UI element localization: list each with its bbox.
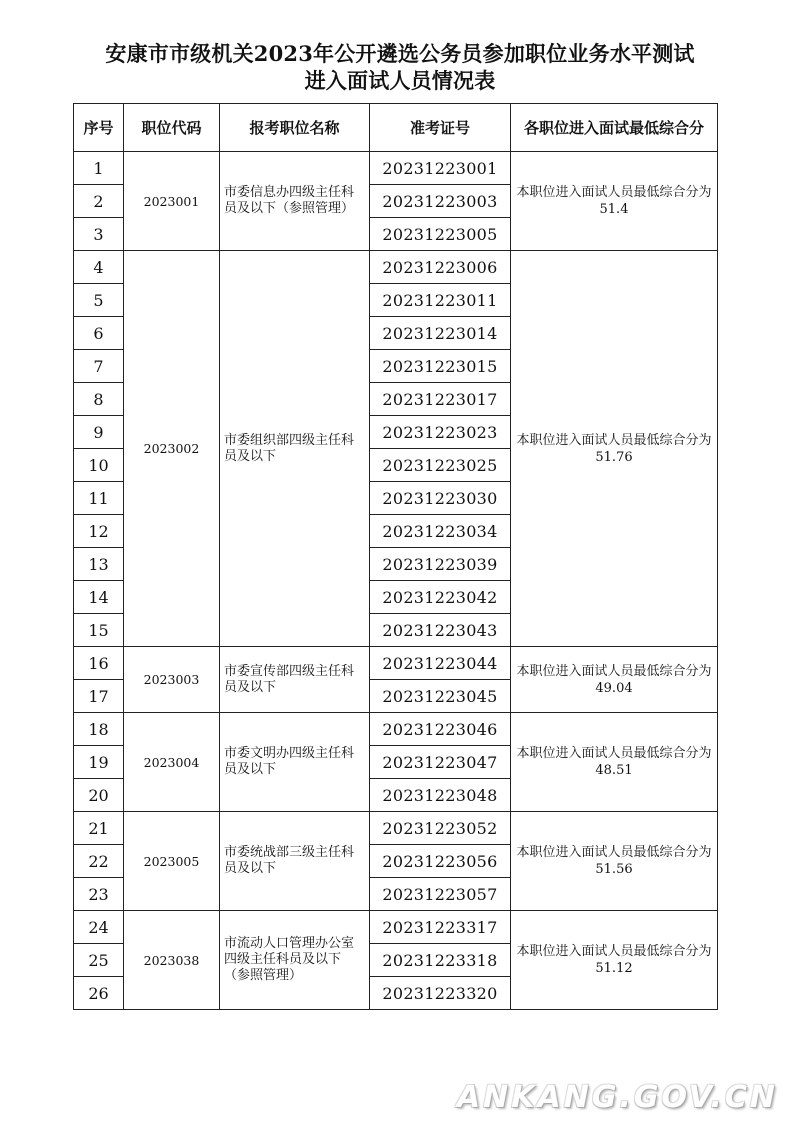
position-code-cell: 2023005 (124, 812, 220, 911)
ticket-number-cell: 20231223025 (370, 449, 511, 482)
min-score-cell: 本职位进入面试人员最低综合分为48.51 (511, 713, 718, 812)
seq-cell: 13 (74, 548, 124, 581)
table-row (74, 251, 718, 284)
table-row (74, 647, 718, 680)
ticket-number-cell: 20231223045 (370, 680, 511, 713)
position-name-cell: 市委文明办四级主任科员及以下 (220, 713, 370, 812)
position-code-cell: 2023004 (124, 713, 220, 812)
seq-cell: 21 (74, 812, 124, 845)
ticket-number-cell: 20231223048 (370, 779, 511, 812)
seq-cell: 6 (74, 317, 124, 350)
ticket-number-cell: 20231223039 (370, 548, 511, 581)
ticket-number-cell: 20231223005 (370, 218, 511, 251)
ticket-number-cell: 20231223320 (370, 977, 511, 1010)
ticket-number-cell: 20231223006 (370, 251, 511, 284)
position-name-cell: 市流动人口管理办公室四级主任科员及以下（参照管理） (220, 911, 370, 1010)
min-score-cell: 本职位进入面试人员最低综合分为51.76 (511, 251, 718, 647)
ticket-number-cell: 20231223017 (370, 383, 511, 416)
site-watermark: ANKANG.GOV.CN (456, 1080, 778, 1115)
interview-table (73, 103, 718, 1010)
seq-cell: 5 (74, 284, 124, 317)
table-body (74, 152, 718, 1010)
min-score-cell: 本职位进入面试人员最低综合分为49.04 (511, 647, 718, 713)
table-row (74, 152, 718, 185)
seq-cell: 2 (74, 185, 124, 218)
ticket-number-cell: 20231223044 (370, 647, 511, 680)
seq-cell: 25 (74, 944, 124, 977)
seq-cell: 1 (74, 152, 124, 185)
seq-cell: 11 (74, 482, 124, 515)
position-name-cell: 市委统战部三级主任科员及以下 (220, 812, 370, 911)
seq-cell: 18 (74, 713, 124, 746)
ticket-number-cell: 20231223023 (370, 416, 511, 449)
ticket-number-cell: 20231223057 (370, 878, 511, 911)
seq-cell: 24 (74, 911, 124, 944)
seq-cell: 14 (74, 581, 124, 614)
ticket-number-cell: 20231223011 (370, 284, 511, 317)
seq-cell: 10 (74, 449, 124, 482)
header-ticket-number: 准考证号 (370, 104, 511, 152)
seq-cell: 4 (74, 251, 124, 284)
seq-cell: 17 (74, 680, 124, 713)
seq-cell: 3 (74, 218, 124, 251)
position-code-cell: 2023003 (124, 647, 220, 713)
table-row (74, 812, 718, 845)
position-code-cell: 2023002 (124, 251, 220, 647)
table-row (74, 713, 718, 746)
header-min-score: 各职位进入面试最低综合分 (511, 104, 718, 152)
ticket-number-cell: 20231223317 (370, 911, 511, 944)
ticket-number-cell: 20231223056 (370, 845, 511, 878)
ticket-number-cell: 20231223014 (370, 317, 511, 350)
min-score-cell: 本职位进入面试人员最低综合分为51.4 (511, 152, 718, 251)
position-code-cell: 2023038 (124, 911, 220, 1010)
title-line-2: 进入面试人员情况表 (304, 68, 496, 93)
seq-cell: 19 (74, 746, 124, 779)
seq-cell: 7 (74, 350, 124, 383)
position-name-cell: 市委宣传部四级主任科员及以下 (220, 647, 370, 713)
position-code-cell: 2023001 (124, 152, 220, 251)
seq-cell: 20 (74, 779, 124, 812)
ticket-number-cell: 20231223015 (370, 350, 511, 383)
header-position-code: 职位代码 (124, 104, 220, 152)
seq-cell: 26 (74, 977, 124, 1010)
seq-cell: 22 (74, 845, 124, 878)
ticket-number-cell: 20231223042 (370, 581, 511, 614)
ticket-number-cell: 20231223046 (370, 713, 511, 746)
seq-cell: 12 (74, 515, 124, 548)
seq-cell: 9 (74, 416, 124, 449)
ticket-number-cell: 20231223003 (370, 185, 511, 218)
document-title (0, 40, 800, 94)
header-position-name: 报考职位名称 (220, 104, 370, 152)
table-row (74, 911, 718, 944)
ticket-number-cell: 20231223001 (370, 152, 511, 185)
title-line-1: 安康市市级机关2023年公开遴选公务员参加职位业务水平测试 (105, 41, 695, 66)
ticket-number-cell: 20231223052 (370, 812, 511, 845)
min-score-cell: 本职位进入面试人员最低综合分为51.56 (511, 812, 718, 911)
ticket-number-cell: 20231223047 (370, 746, 511, 779)
seq-cell: 23 (74, 878, 124, 911)
position-name-cell: 市委组织部四级主任科员及以下 (220, 251, 370, 647)
min-score-cell: 本职位进入面试人员最低综合分为51.12 (511, 911, 718, 1010)
header-seq: 序号 (74, 104, 124, 152)
position-name-cell: 市委信息办四级主任科员及以下（参照管理） (220, 152, 370, 251)
seq-cell: 15 (74, 614, 124, 647)
seq-cell: 16 (74, 647, 124, 680)
table-header-row (74, 104, 718, 152)
ticket-number-cell: 20231223318 (370, 944, 511, 977)
ticket-number-cell: 20231223034 (370, 515, 511, 548)
ticket-number-cell: 20231223043 (370, 614, 511, 647)
ticket-number-cell: 20231223030 (370, 482, 511, 515)
seq-cell: 8 (74, 383, 124, 416)
